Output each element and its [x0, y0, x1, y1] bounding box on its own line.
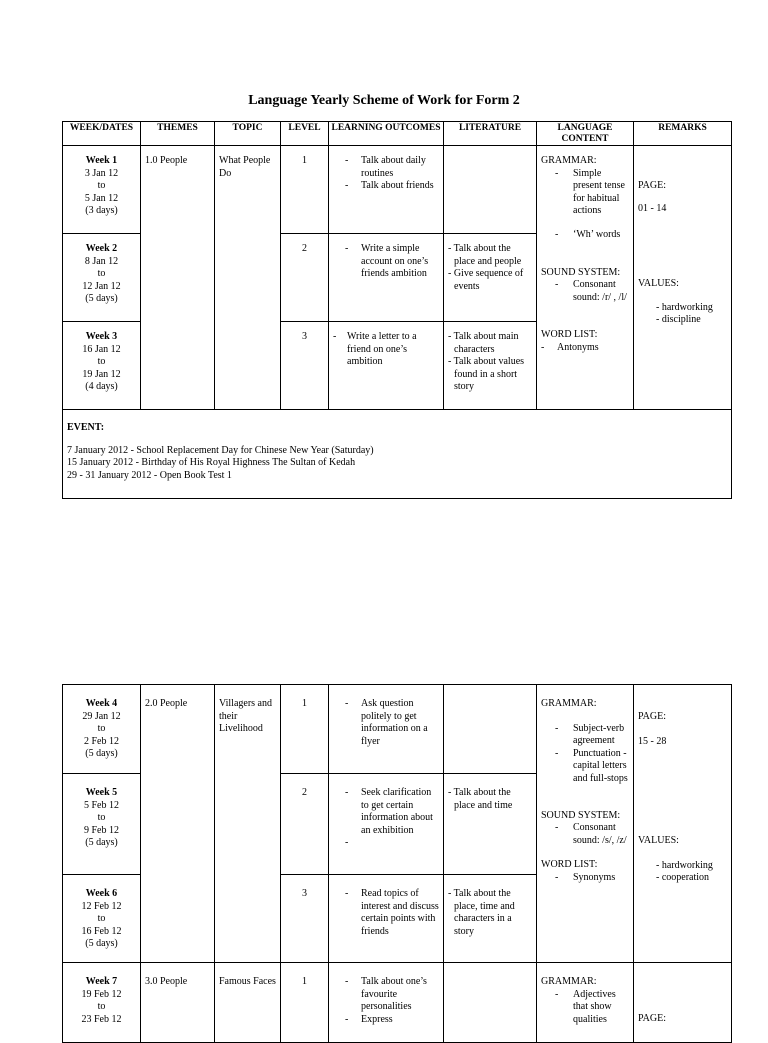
literature-cell: [444, 146, 537, 234]
grammar-label: GRAMMAR:: [541, 976, 597, 987]
week-cell: [63, 875, 141, 963]
event-label: EVENT:: [67, 422, 105, 433]
outcomes-cell: [329, 146, 444, 234]
week-start-date: 8 Jan 12: [84, 255, 119, 267]
week-to: to: [97, 723, 106, 735]
week-end-date: 5 Jan 12: [84, 192, 119, 204]
week-label: Week 2: [85, 243, 118, 254]
week-cell: [63, 774, 141, 875]
grammar-text: ‘Wh’ words: [573, 228, 621, 240]
header-topic: TOPIC: [215, 122, 281, 146]
grammar-item: - ‘Wh’ words: [555, 228, 621, 240]
week-label: Week 1: [85, 155, 118, 166]
level-cell: 2: [281, 234, 329, 322]
week-days: (5 days): [85, 837, 118, 849]
outcomes-cell: [329, 963, 444, 1043]
values-label: VALUES:: [638, 835, 679, 847]
level-cell: 1: [281, 146, 329, 234]
sound-text: Consonant sound: /s/, /z/: [573, 822, 627, 846]
week-end-date: 19 Jan 12: [82, 368, 121, 380]
header-learning-outcomes: LEARNING OUTCOMES: [329, 122, 444, 146]
header-language-content: LANGUAGE CONTENT: [537, 122, 634, 146]
value-item: - cooperation: [656, 872, 710, 884]
week-start-date: 5 Feb 12: [84, 799, 119, 811]
level-cell: 2: [281, 774, 329, 875]
page-label: PAGE:: [638, 180, 666, 191]
outcome-text: Seek clarification to get certain information about an exhibition: [361, 787, 433, 836]
table-row: [63, 685, 732, 774]
literature-cell: [444, 685, 537, 774]
literature-item: - Talk about the place and time: [448, 787, 513, 811]
header-level: LEVEL: [281, 122, 329, 146]
outcome-text: Talk about friends: [361, 180, 434, 192]
theme-cell: 3.0 People: [141, 963, 215, 1043]
header-week-dates: WEEK/DATES: [63, 122, 141, 146]
grammar-text: Simple present tense for habitual actions: [573, 167, 625, 217]
outcome-item: - Talk about daily routines: [345, 155, 426, 179]
page-label: PAGE:: [638, 711, 666, 722]
week-days: (5 days): [85, 938, 118, 950]
outcome-item: - Read topics of interest and discuss certain points with friends: [345, 888, 439, 937]
literature-cell: [444, 234, 537, 322]
level-cell: 3: [281, 875, 329, 963]
document-title: Language Yearly Scheme of Work for Form 2: [248, 93, 520, 108]
outcome-item: - Ask question politely to get information on a flyer: [345, 698, 428, 747]
language-content-cell: [537, 685, 634, 963]
topic-cell: Famous Faces: [215, 963, 281, 1043]
literature-cell: [444, 963, 537, 1043]
topic-cell: Villagers and their Livelihood: [215, 685, 281, 963]
outcome-text: Express: [361, 1013, 393, 1025]
grammar-item: - Punctuation - capital letters and full-stops: [555, 747, 628, 784]
week-days: (4 days): [85, 381, 118, 393]
grammar-text: Punctuation - capital letters and full-stops: [573, 747, 628, 784]
event-item: 15 January 2012 - Birthday of His Royal Highness The Sultan of Kedah: [67, 457, 356, 469]
week-label: Week 3: [85, 331, 118, 342]
page-label: PAGE:: [638, 1013, 666, 1024]
event-cell: [63, 410, 732, 499]
week-label: Week 4: [85, 698, 118, 709]
header-remarks: REMARKS: [634, 122, 732, 146]
week-cell: [63, 685, 141, 774]
word-text: Synonyms: [573, 871, 616, 883]
week-to: to: [97, 356, 106, 368]
table-row: [63, 963, 732, 1043]
week-cell: [63, 322, 141, 410]
outcome-text: Talk about daily routines: [361, 155, 426, 179]
remarks-cell: [634, 146, 732, 410]
values-label: VALUES:: [638, 278, 679, 290]
week-days: (5 days): [85, 748, 118, 760]
event-item: 29 - 31 January 2012 - Open Book Test 1: [67, 469, 232, 481]
outcome-text: Write a simple account on one’s friends ambition: [361, 243, 429, 280]
outcome-item: - Express: [345, 1013, 393, 1025]
grammar-text: Subject-verb agreement: [573, 722, 625, 747]
value-item: - hardworking: [656, 859, 713, 871]
word-list-label: WORD LIST:: [541, 329, 598, 341]
week-days: (5 days): [85, 293, 118, 305]
week-cell: [63, 234, 141, 322]
week-to: to: [97, 1001, 106, 1013]
scheme-table-2: [62, 684, 732, 1043]
literature-item: - Talk about the place, time and characters in a story: [448, 888, 515, 937]
event-item: 7 January 2012 - School Replacement Day for Chinese New Year (Saturday): [67, 444, 374, 456]
scheme-table-1: [62, 121, 732, 499]
word-item: - Synonyms: [555, 871, 616, 883]
outcomes-cell: - Seek clarification to get certain information about an exhibition -: [329, 774, 444, 875]
page-value: 15 - 28: [638, 735, 667, 747]
sound-system-label: SOUND SYSTEM:: [541, 809, 621, 821]
literature-cell: [444, 875, 537, 963]
outcome-item: - Talk about one’s favourite personalities: [345, 976, 427, 1013]
week-to: to: [97, 812, 106, 824]
level-cell: 3: [281, 322, 329, 410]
week-start-date: 29 Jan 12: [82, 710, 121, 722]
grammar-label: GRAMMAR:: [541, 698, 597, 709]
page-value: 01 - 14: [638, 202, 667, 214]
event-row: [63, 410, 732, 499]
word-list-label: WORD LIST:: [541, 859, 598, 871]
outcome-item: - Write a simple account on one’s friends ambition: [345, 243, 429, 280]
literature-cell: [444, 774, 537, 875]
theme-cell: 2.0 People: [141, 685, 215, 963]
sound-system-label: SOUND SYSTEM:: [541, 266, 621, 278]
language-content-cell: [537, 146, 634, 410]
topic-cell: What People Do: [215, 146, 281, 410]
outcome-text: Talk about one’s favourite personalities: [361, 976, 427, 1013]
literature-item: - Talk about the place and people: [448, 243, 522, 267]
week-cell: [63, 146, 141, 234]
remarks-cell: [634, 963, 732, 1043]
outcomes-cell: [329, 234, 444, 322]
word-text: Antonyms: [557, 341, 599, 353]
grammar-text: Adjectives that show qualities: [573, 988, 616, 1025]
sound-text: Consonant sound: /r/ , /l/: [573, 279, 627, 303]
outcome-item: - Talk about friends: [345, 180, 434, 192]
week-to: to: [97, 180, 106, 192]
week-end-date: 16 Feb 12: [81, 925, 122, 937]
literature-item: - Talk about main characters: [448, 331, 519, 355]
outcome-item: - Write a letter to a friend on one’s ambition: [333, 331, 417, 368]
week-start-date: 12 Feb 12: [81, 900, 122, 912]
level-cell: 1: [281, 963, 329, 1043]
header-literature: LITERATURE: [444, 122, 537, 146]
theme-cell: 1.0 People: [141, 146, 215, 410]
week-start-date: 19 Feb 12: [81, 988, 122, 1000]
week-label: Week 5: [85, 787, 118, 798]
literature-cell: [444, 322, 537, 410]
outcome-text: Ask question politely to get information on a flyer: [361, 698, 428, 747]
header-row: [63, 122, 732, 146]
literature-item: - Talk about values found in a short story: [448, 356, 525, 393]
outcome-text: Read topics of interest and discuss certain points with friends: [361, 888, 439, 937]
week-to: to: [97, 913, 106, 925]
header-themes: THEMES: [141, 122, 215, 146]
outcome-text: Write a letter to a friend on one’s ambition: [347, 331, 417, 368]
grammar-item: - Adjectives that show qualities: [555, 988, 616, 1025]
language-content-cell: [537, 963, 634, 1043]
week-start-date: 3 Jan 12: [84, 167, 119, 179]
week-end-date: 2 Feb 12: [84, 735, 119, 747]
word-item: - Antonyms: [541, 341, 599, 353]
outcomes-cell: [329, 685, 444, 774]
value-item: - discipline: [656, 314, 701, 326]
level-cell: 1: [281, 685, 329, 774]
week-end-date: 9 Feb 12: [84, 824, 119, 836]
grammar-item: - Subject-verb agreement: [555, 722, 625, 747]
week-end-date: 23 Feb 12: [81, 1013, 122, 1025]
week-label: Week 6: [85, 888, 118, 899]
grammar-item: - Simple present tense for habitual actions: [555, 167, 625, 217]
literature-item: - Give sequence of events: [448, 268, 524, 292]
value-item: - hardworking: [656, 301, 713, 313]
remarks-cell: [634, 685, 732, 963]
grammar-label: GRAMMAR:: [541, 155, 597, 166]
week-end-date: 12 Jan 12: [82, 280, 121, 292]
outcomes-cell: [329, 322, 444, 410]
week-start-date: 16 Jan 12: [82, 343, 121, 355]
sound-item: - Consonant sound: /s/, /z/: [555, 822, 627, 846]
sound-item: - Consonant sound: /r/ , /l/: [555, 279, 627, 303]
week-days: (3 days): [85, 205, 118, 217]
week-label: Week 7: [85, 976, 118, 987]
outcome-item: - Seek clarification to get certain information about an exhibition: [345, 787, 433, 836]
week-cell: [63, 963, 141, 1043]
outcomes-cell: [329, 875, 444, 963]
table-row: [63, 146, 732, 234]
week-to: to: [97, 268, 106, 280]
